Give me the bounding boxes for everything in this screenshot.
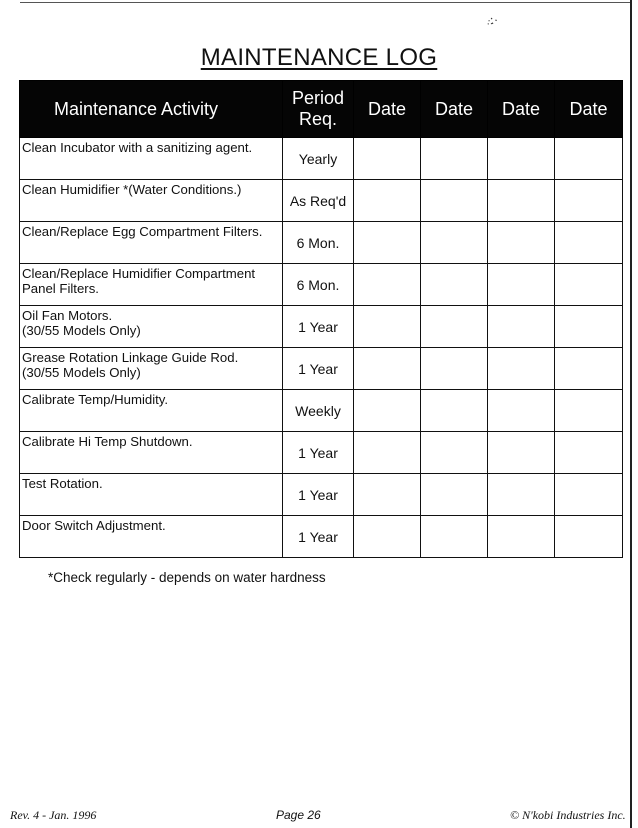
activity-cell — [20, 390, 283, 432]
table-row — [20, 432, 623, 474]
footer-copyright: © N'kobi Industries Inc. — [510, 808, 626, 822]
activity-cell — [20, 180, 283, 222]
period-cell: 1 Year — [283, 306, 354, 348]
page-right-edge — [630, 0, 632, 828]
date-entry-cell-3[interactable] — [488, 390, 555, 432]
period-cell: 1 Year — [283, 516, 354, 558]
date-entry-cell-4[interactable] — [555, 516, 623, 558]
period-cell: 6 Mon. — [283, 222, 354, 264]
footer-page-number: Page 26 — [276, 808, 321, 822]
table-row — [20, 138, 623, 180]
scan-specks: ⁖∴ — [483, 15, 499, 31]
date-entry-cell-2[interactable] — [421, 222, 488, 264]
period-cell: 1 Year — [283, 474, 354, 516]
period-header-line2: Req. — [298, 109, 338, 129]
activity-cell — [20, 306, 283, 348]
date-entry-cell-1[interactable] — [354, 180, 421, 222]
activity-text: Clean/Replace Humidifier Compartment — [22, 266, 256, 281]
date-entry-cell-4[interactable] — [555, 222, 623, 264]
column-header-date-1: Date — [354, 81, 421, 138]
activity-text-line2: Panel Filters. — [22, 281, 99, 296]
date-entry-cell-2[interactable] — [421, 390, 488, 432]
date-entry-cell-4[interactable] — [555, 432, 623, 474]
table-row — [20, 474, 623, 516]
date-entry-cell-1[interactable] — [354, 264, 421, 306]
date-entry-cell-2[interactable] — [421, 348, 488, 390]
date-entry-cell-4[interactable] — [555, 306, 623, 348]
activity-text: Grease Rotation Linkage Guide Rod. — [22, 350, 239, 365]
table-row — [20, 180, 623, 222]
activity-text: Calibrate Temp/Humidity. — [22, 392, 169, 407]
table-row — [20, 222, 623, 264]
date-entry-cell-3[interactable] — [488, 138, 555, 180]
date-entry-cell-1[interactable] — [354, 222, 421, 264]
table-row — [20, 348, 623, 390]
date-entry-cell-2[interactable] — [421, 306, 488, 348]
table-row — [20, 516, 623, 558]
date-entry-cell-3[interactable] — [488, 264, 555, 306]
date-entry-cell-3[interactable] — [488, 432, 555, 474]
water-hardness-footnote: *Check regularly - depends on water hardness — [48, 570, 326, 585]
column-header-activity: Maintenance Activity — [20, 81, 283, 138]
column-header-date-3: Date — [488, 81, 555, 138]
date-entry-cell-2[interactable] — [421, 516, 488, 558]
date-entry-cell-1[interactable] — [354, 474, 421, 516]
period-cell: 6 Mon. — [283, 264, 354, 306]
activity-text-line2: (30/55 Models Only) — [22, 323, 141, 338]
page-top-edge — [20, 2, 632, 3]
date-entry-cell-3[interactable] — [488, 222, 555, 264]
date-entry-cell-4[interactable] — [555, 348, 623, 390]
table-row — [20, 390, 623, 432]
activity-cell — [20, 222, 283, 264]
table-header-row — [20, 81, 623, 138]
date-entry-cell-4[interactable] — [555, 180, 623, 222]
date-entry-cell-2[interactable] — [421, 474, 488, 516]
activity-text: Clean Humidifier *(Water Conditions.) — [22, 182, 242, 197]
date-entry-cell-1[interactable] — [354, 348, 421, 390]
date-entry-cell-4[interactable] — [555, 264, 623, 306]
date-entry-cell-4[interactable] — [555, 390, 623, 432]
period-cell: Yearly — [283, 138, 354, 180]
period-cell: As Req'd — [283, 180, 354, 222]
maintenance-log-table — [19, 80, 623, 558]
date-entry-cell-3[interactable] — [488, 348, 555, 390]
date-entry-cell-1[interactable] — [354, 138, 421, 180]
period-cell: Weekly — [283, 390, 354, 432]
footer-revision: Rev. 4 - Jan. 1996 — [10, 808, 97, 822]
date-entry-cell-1[interactable] — [354, 516, 421, 558]
activity-text: Test Rotation. — [22, 476, 103, 491]
activity-cell — [20, 516, 283, 558]
date-entry-cell-1[interactable] — [354, 390, 421, 432]
date-entry-cell-1[interactable] — [354, 306, 421, 348]
column-header-date-4: Date — [555, 81, 623, 138]
date-entry-cell-2[interactable] — [421, 432, 488, 474]
date-entry-cell-3[interactable] — [488, 180, 555, 222]
date-entry-cell-3[interactable] — [488, 474, 555, 516]
date-entry-cell-4[interactable] — [555, 138, 623, 180]
date-entry-cell-4[interactable] — [555, 474, 623, 516]
activity-text: Clean/Replace Egg Compartment Filters. — [22, 224, 263, 239]
date-entry-cell-2[interactable] — [421, 180, 488, 222]
activity-text-line2: (30/55 Models Only) — [22, 365, 141, 380]
period-header-line1: Period — [291, 88, 345, 108]
date-entry-cell-3[interactable] — [488, 516, 555, 558]
activity-text: Clean Incubator with a sanitizing agent. — [22, 140, 253, 155]
date-entry-cell-2[interactable] — [421, 138, 488, 180]
date-entry-cell-2[interactable] — [421, 264, 488, 306]
table-body — [20, 138, 623, 558]
table-row — [20, 264, 623, 306]
column-header-date-2: Date — [421, 81, 488, 138]
activity-text: Oil Fan Motors. — [22, 308, 113, 323]
activity-cell — [20, 264, 283, 306]
activity-cell — [20, 474, 283, 516]
column-header-period — [283, 81, 354, 138]
activity-text: Calibrate Hi Temp Shutdown. — [22, 434, 193, 449]
table-row — [20, 306, 623, 348]
page-title: MAINTENANCE LOG — [200, 44, 438, 71]
date-entry-cell-3[interactable] — [488, 306, 555, 348]
activity-cell — [20, 138, 283, 180]
date-entry-cell-1[interactable] — [354, 432, 421, 474]
period-cell: 1 Year — [283, 348, 354, 390]
activity-cell — [20, 348, 283, 390]
period-cell: 1 Year — [283, 432, 354, 474]
activity-cell — [20, 432, 283, 474]
activity-text: Door Switch Adjustment. — [22, 518, 166, 533]
